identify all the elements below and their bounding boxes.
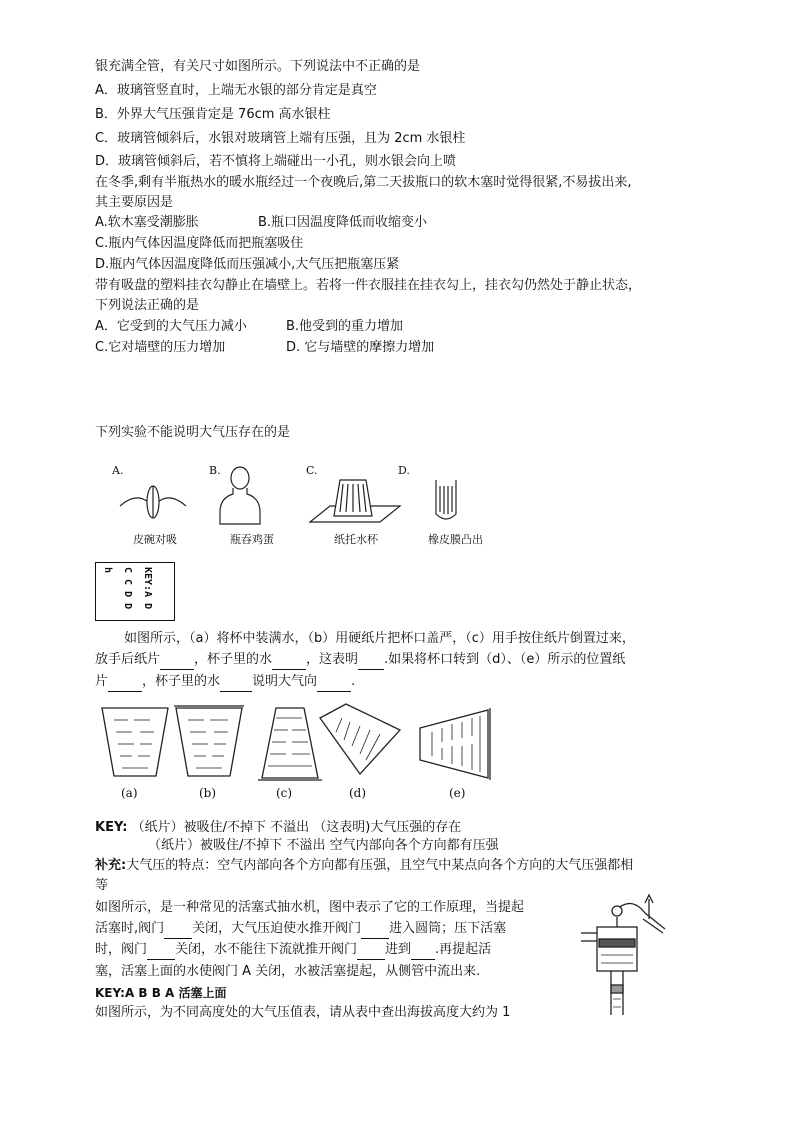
q2-option-a: A.软木塞受潮膨胀 [95,215,199,230]
q3-option-d: D. 它与墙壁的摩擦力增加 [286,340,435,355]
paper-holds-water-drawing [310,480,400,522]
q5-text-2d: .如果将杯口转到（d）、（e）所示的位置纸 [384,652,626,667]
q4-caption-a: 皮碗对吸 [133,533,177,546]
q5-key-label: KEY: [95,820,128,835]
q6-key: KEY:A B B A 活塞上面 [95,986,227,1000]
q5-supplement-line2: 等 [95,878,109,893]
key-box-col1: KEY:A D [142,567,153,610]
q5-key-line1 [95,819,461,837]
fig-label-a: (a) [121,786,138,800]
fig-label-b: (b) [199,786,217,800]
cup-c-drawing [262,708,318,778]
cup-orientations-figure [98,700,498,785]
q5-supplement-line1 [95,857,633,875]
q2-option-d: D.瓶内气体因温度降低而压强减小,大气压把瓶塞压紧 [95,257,400,272]
q6-text-3b: 关闭，水不能往下流就推开阀门 [175,942,358,957]
q6-text-3c: 进到 [385,942,412,957]
q6-blank-4[interactable] [357,941,385,960]
q5-text-2a: 放手后纸片 [95,652,161,667]
q5-key1-text: （纸片）被吸住/不掉下 不溢出 （这表明)大气压强的存在 [131,820,462,835]
q5-text-3c: 说明大气向 [252,674,318,689]
q1-option-d: D．玻璃管倾斜后，若不慎将上端碰出一小孔，则水银会向上喷 [95,154,457,169]
fig-label-e: (e) [449,786,466,800]
q3-option-b: B.他受到的重力增加 [286,319,404,334]
key-box-col3: h [102,567,113,574]
q3-option-c: C.它对墙壁的压力增加 [95,340,226,355]
q6-blank-1[interactable] [164,920,192,939]
q2-stem-line2: 其主要原因是 [95,195,174,210]
q6-stem-line2 [95,920,506,939]
q5-text-2c: ，这表明 [306,652,359,667]
q6-text-3d: .再提起活 [435,942,492,957]
q4-caption-b: 瓶吞鸡蛋 [230,533,274,546]
q6-stem-line4: 塞，活塞上面的水使阀门 A 关闭，水被活塞提起，从侧管中流出来. [95,964,481,979]
q2-option-b: B.瓶口因温度降低而收缩变小 [258,215,428,230]
q5-blank-5[interactable] [220,673,252,692]
q6-text-3a: 时，阀门 [95,942,148,957]
q4-label-d: D. [398,464,410,477]
q7-stem-line1: 如图所示，为不同高度处的大气压值表，请从表中查出海拔高度大约为 1 [95,1005,511,1020]
piston-pump-figure [575,893,675,1018]
q5-stem-line3 [95,673,355,692]
q5-text-2b: ，杯子里的水 [194,652,273,667]
bottle-egg-drawing [220,467,260,524]
q6-stem-line1: 如图所示，是一种常见的活塞式抽水机，图中表示了它的工作原理，当提起 [95,900,525,915]
q4-caption-d: 橡皮膜凸出 [428,533,483,546]
q5-blank-4[interactable] [108,673,142,692]
q6-blank-3[interactable] [147,941,175,960]
q5-blank-6[interactable] [317,673,351,692]
q2-stem-line1: 在冬季,剩有半瓶热水的暖水瓶经过一个夜晚后,第二天拔瓶口的软木塞时觉得很紧,不易拔出来, [95,175,632,190]
q4-label-b: B. [209,464,221,477]
q5-blank-3[interactable] [358,651,384,670]
q3-option-a: A．它受到的大气压力减小 [95,319,247,334]
q5-stem-line1: 如图所示，（a）将杯中装满水，（b）用硬纸片把杯口盖严，（c）用手按住纸片倒置过来， [124,631,635,646]
rubber-membrane-drawing [436,480,456,519]
cup-b-drawing [176,708,242,776]
q5-stem-line2 [95,651,625,670]
q6-stem-line3 [95,941,491,960]
cup-d-drawing [320,704,400,774]
q6-text-2a: 活塞时,阀门 [95,921,165,936]
q6-text-2c: 进入圆筒；压下活塞 [389,921,507,936]
suction-cups-drawing [120,486,186,518]
q6-blank-2[interactable] [361,920,389,939]
q4-stem: 下列实验不能说明大气压存在的是 [95,425,291,440]
q5-text-3d: . [351,674,356,689]
cup-e-drawing [420,710,488,778]
key-box-col2: C C D D [122,567,133,610]
q1-option-a: A．玻璃管竖直时，上端无水银的部分肯定是真空 [95,83,377,98]
fig-label-c: (c) [276,786,293,800]
q4-label-a: A. [112,464,124,477]
fig-label-d: (d) [349,786,367,800]
q6-blank-5[interactable] [411,941,435,960]
q5-supplement-label: 补充: [95,858,127,873]
q5-key-line2: （纸片）被吸住/不掉下 不溢出 空气内部向各个方向都有压强 [148,838,499,853]
q4-label-c: C. [306,464,318,477]
q3-stem-line1: 带有吸盘的塑料挂衣勾静止在墙壁上。若将一件衣服挂在挂衣勾上，挂衣勾仍然处于静止状态， [95,278,642,293]
q3-stem-line2: 下列说法正确的是 [95,298,200,313]
q1-lead: 银充满全管，有关尺寸如图所示。下列说法中不正确的是 [95,59,421,74]
q5-blank-1[interactable] [160,651,194,670]
q1-option-c: C．玻璃管倾斜后，水银对玻璃管上端有压强，且为 2cm 水银柱 [95,131,466,146]
q1-option-b: B．外界大气压强肯定是 76cm 高水银柱 [95,107,331,122]
q5-text-3a: 片 [95,674,109,689]
q5-blank-2[interactable] [272,651,306,670]
q4-caption-c: 纸托水杯 [334,533,378,546]
q6-text-2b: 关闭，大气压迫使水推开阀门 [192,921,362,936]
q2-option-c: C.瓶内气体因温度降低而把瓶塞吸住 [95,236,304,251]
cup-a-drawing [102,708,168,776]
q5-supplement-text: 大气压的特点：空气内部向各个方向都有压强，且空气中某点向各个方向的大气压强都相 [126,858,634,873]
q5-text-3b: ，杯子里的水 [142,674,221,689]
